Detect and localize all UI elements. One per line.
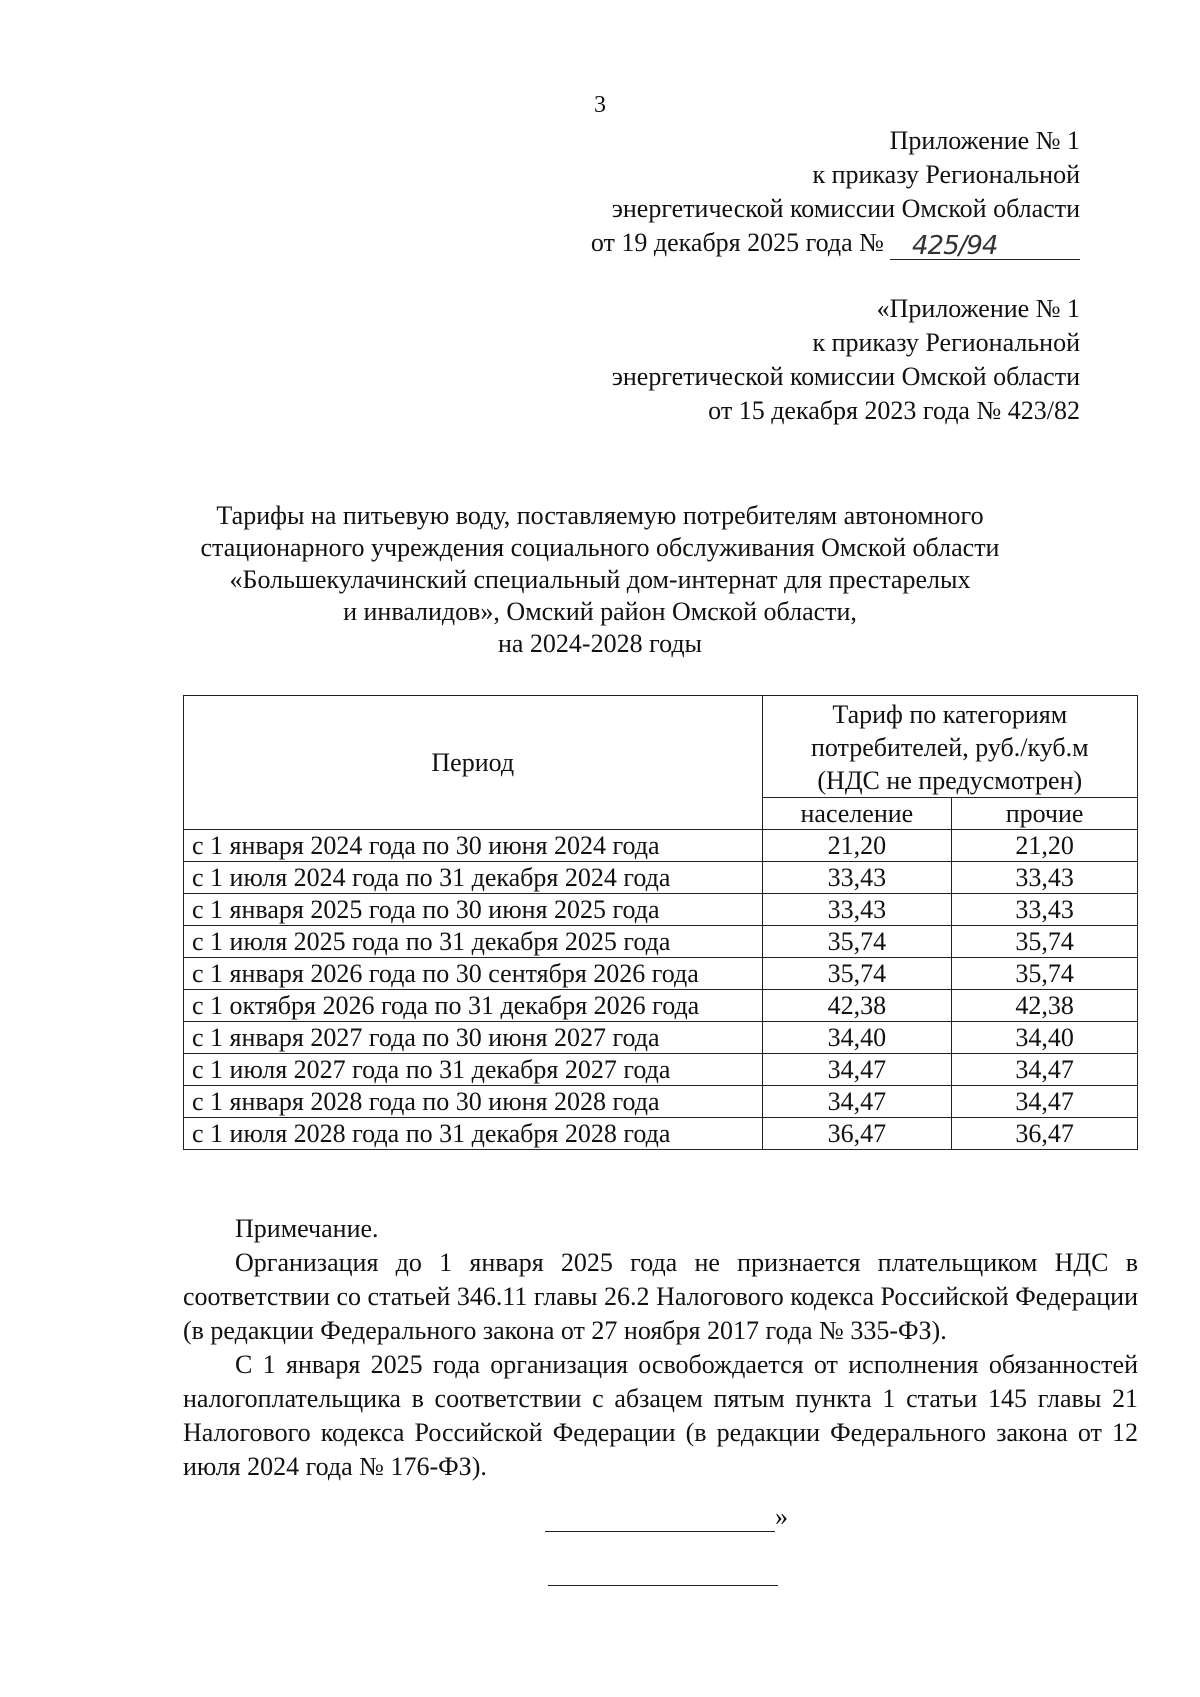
row-period: с 1 июля 2027 года по 31 декабря 2027 года (184, 1054, 763, 1086)
table-row (184, 862, 1138, 894)
document-title (160, 500, 1040, 660)
row-population-tariff: 42,38 (762, 990, 952, 1022)
appendix-header-previous (612, 292, 1080, 428)
appendix-header-current (591, 124, 1080, 260)
header-period: Период (184, 696, 763, 830)
row-other-tariff: 34,47 (952, 1086, 1138, 1118)
header-tariff-line: потребителей, руб./куб.м (810, 733, 1089, 762)
table-row (184, 1054, 1138, 1086)
row-period: с 1 июля 2028 года по 31 декабря 2028 года (184, 1118, 763, 1150)
table-row (184, 1118, 1138, 1150)
header-tariff-line: (НДС не предусмотрен) (817, 766, 1083, 795)
row-population-tariff: 35,74 (762, 926, 952, 958)
page-number: 3 (594, 92, 606, 118)
title-line: Тарифы на питьевую воду, поставляемую потребителям автономного (216, 501, 984, 530)
appendix-line: энергетической комиссии Омской области (611, 194, 1080, 223)
row-period: с 1 января 2024 года по 30 июня 2024 года (184, 830, 763, 862)
row-population-tariff: 21,20 (762, 830, 952, 862)
table-row (184, 990, 1138, 1022)
title-line: на 2024-2028 годы (497, 629, 703, 658)
row-other-tariff: 33,43 (952, 894, 1138, 926)
appendix-date-text: от 19 декабря 2025 года № (590, 228, 884, 257)
appendix-line: «Приложение № 1 (876, 294, 1080, 323)
table-row (184, 958, 1138, 990)
closing-line (545, 1502, 788, 1532)
note-section (183, 1212, 1138, 1484)
row-period: с 1 июля 2024 года по 31 декабря 2024 года (184, 862, 763, 894)
row-other-tariff: 34,47 (952, 1054, 1138, 1086)
tariff-table (183, 695, 1138, 1150)
note-title: Примечание. (235, 1214, 379, 1243)
header-tariff (762, 696, 1137, 798)
title-line: «Большекулачинский специальный дом-интернат для престарелых (229, 565, 971, 594)
row-period: с 1 октября 2026 года по 31 декабря 2026 года (184, 990, 763, 1022)
row-population-tariff: 36,47 (762, 1118, 952, 1150)
order-number-field (890, 229, 1080, 260)
row-population-tariff: 33,43 (762, 894, 952, 926)
title-line: стационарного учреждения социального обслуживания Омской области (200, 533, 1000, 562)
appendix-line: к приказу Региональной (812, 328, 1080, 357)
row-other-tariff: 42,38 (952, 990, 1138, 1022)
note-paragraph: Организация до 1 января 2025 года не признается плательщиком НДС в соответствии со статьей 346.11 главы 26.2 Налогового кодекса Российской Федерации (в редакции Федерального закона от 27 ноября 2017 года № 335-ФЗ). (183, 1248, 1138, 1345)
row-other-tariff: 35,74 (952, 958, 1138, 990)
row-other-tariff: 35,74 (952, 926, 1138, 958)
appendix-line: Приложение № 1 (889, 126, 1080, 155)
header-other: прочие (952, 798, 1138, 830)
row-other-tariff: 36,47 (952, 1118, 1138, 1150)
title-line: и инвалидов», Омский район Омской области, (343, 597, 857, 626)
appendix-line: энергетической комиссии Омской области (611, 362, 1080, 391)
header-population: население (762, 798, 952, 830)
table-row (184, 1086, 1138, 1118)
row-period: с 1 января 2025 года по 30 июня 2025 года (184, 894, 763, 926)
appendix-line: от 15 декабря 2023 года № 423/82 (708, 396, 1080, 425)
row-period: с 1 января 2027 года по 30 июня 2027 года (184, 1022, 763, 1054)
row-population-tariff: 34,40 (762, 1022, 952, 1054)
row-population-tariff: 35,74 (762, 958, 952, 990)
row-period: с 1 января 2026 года по 30 сентября 2026 года (184, 958, 763, 990)
row-population-tariff: 33,43 (762, 862, 952, 894)
row-period: с 1 января 2028 года по 30 июня 2028 года (184, 1086, 763, 1118)
row-period: с 1 июля 2025 года по 31 декабря 2025 года (184, 926, 763, 958)
row-other-tariff: 21,20 (952, 830, 1138, 862)
table-row (184, 894, 1138, 926)
closing-underline (545, 1507, 775, 1532)
table-row (184, 1022, 1138, 1054)
row-other-tariff: 34,40 (952, 1022, 1138, 1054)
closing-quote: » (775, 1502, 788, 1531)
header-tariff-line: Тариф по категориям (832, 700, 1068, 729)
note-paragraph: С 1 января 2025 года организация освобождается от исполнения обязанностей налогоплательщика в соответствии с абзацем пятым пункта 1 статьи 145 главы 21 Налогового кодекса Российской Федерации (в редакции Федерального закона от 12 июля 2024 года № 176-ФЗ). (183, 1350, 1138, 1481)
appendix-date-line (591, 226, 1080, 260)
row-population-tariff: 34,47 (762, 1086, 952, 1118)
appendix-line: к приказу Региональной (812, 160, 1080, 189)
handwritten-order-number: 425/94 (912, 231, 998, 261)
table-row (184, 830, 1138, 862)
table-row (184, 926, 1138, 958)
row-other-tariff: 33,43 (952, 862, 1138, 894)
end-divider (548, 1585, 778, 1586)
row-population-tariff: 34,47 (762, 1054, 952, 1086)
